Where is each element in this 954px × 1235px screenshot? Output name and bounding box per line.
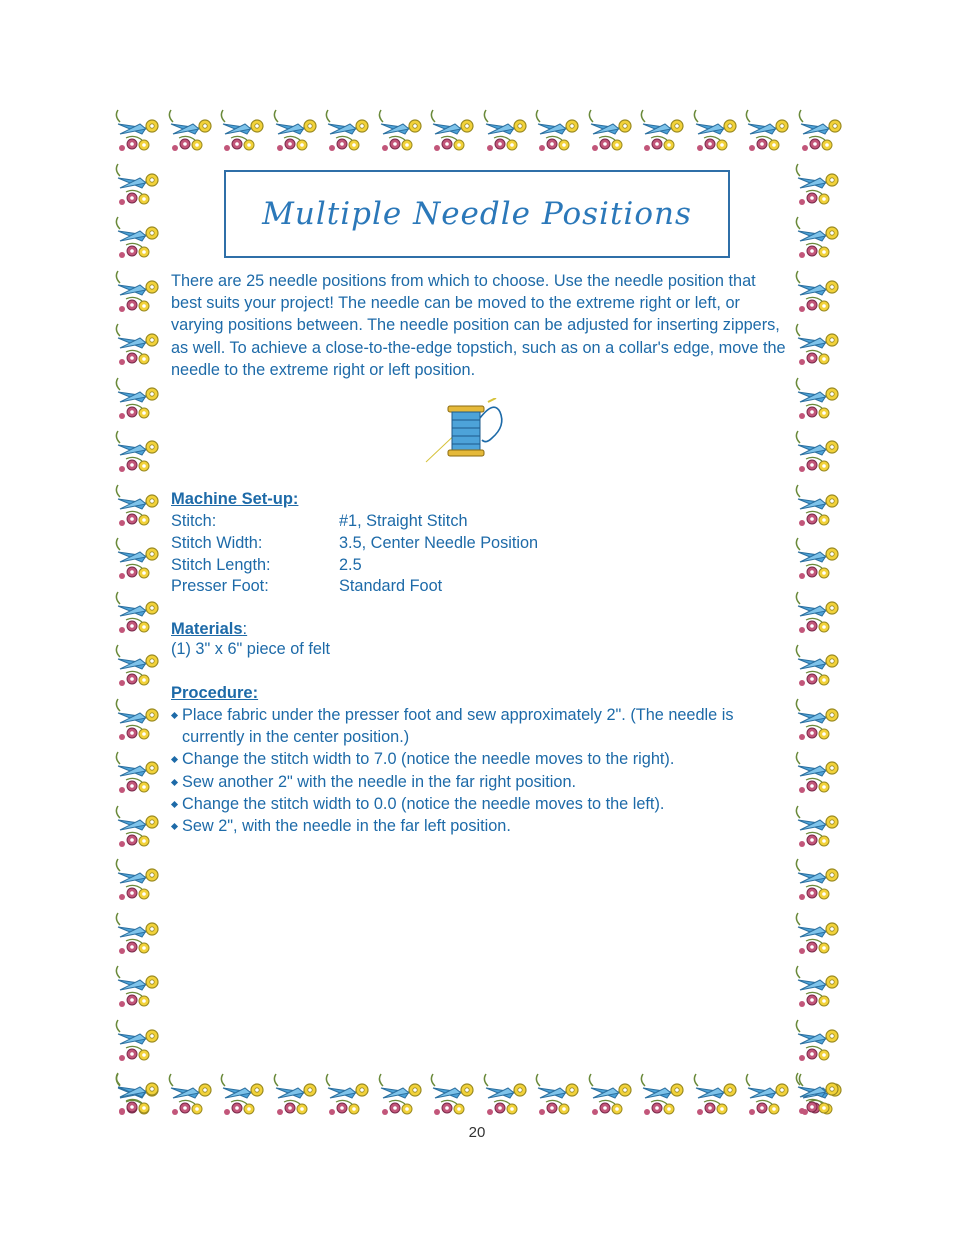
scissors-thread-icon <box>112 104 164 156</box>
scissors-thread-icon <box>532 104 584 156</box>
scissors-thread-icon <box>637 104 689 156</box>
scissors-thread-icon <box>792 265 844 317</box>
scissors-thread-icon <box>742 1068 794 1120</box>
scissors-thread-icon <box>792 746 844 798</box>
scissors-thread-icon <box>792 425 844 477</box>
scissors-thread-icon <box>112 800 164 852</box>
materials-heading-text: Materials <box>171 620 243 638</box>
setup-label: Presser Foot: <box>171 577 269 595</box>
procedure-step: Sew another 2" with the needle in the far right position. <box>171 771 781 793</box>
scissors-thread-icon <box>792 586 844 638</box>
scissors-thread-icon <box>375 104 427 156</box>
materials-text: (1) 3" x 6" piece of felt <box>171 640 331 658</box>
page-number: 20 <box>468 1124 486 1141</box>
scissors-thread-icon <box>532 1068 584 1120</box>
scissors-thread-icon <box>795 104 847 156</box>
scissors-thread-icon <box>165 104 217 156</box>
scissors-thread-icon <box>112 211 164 263</box>
scissors-thread-icon <box>112 746 164 798</box>
scissors-thread-icon <box>112 372 164 424</box>
setup-value: 3.5, Center Needle Position <box>339 534 539 552</box>
procedure-step: Place fabric under the presser foot and sew approximately 2". (The needle is currently in the center position.) <box>171 704 781 748</box>
setup-value: #1, Straight Stitch <box>339 512 468 530</box>
scissors-thread-icon <box>112 639 164 691</box>
scissors-thread-icon <box>112 479 164 531</box>
scissors-thread-icon <box>585 1068 637 1120</box>
scissors-thread-icon <box>112 425 164 477</box>
scissors-thread-icon <box>217 1068 269 1120</box>
scissors-thread-icon <box>792 853 844 905</box>
scissors-thread-icon <box>427 1068 479 1120</box>
scissors-thread-icon <box>792 479 844 531</box>
scissors-thread-icon <box>480 104 532 156</box>
procedure-step: Sew 2", with the needle in the far left position. <box>171 815 781 837</box>
scissors-thread-icon <box>112 960 164 1012</box>
scissors-thread-icon <box>322 104 374 156</box>
scissors-thread-icon <box>792 372 844 424</box>
scissors-thread-icon <box>112 1014 164 1066</box>
scissors-thread-icon <box>270 1068 322 1120</box>
scissors-thread-icon <box>792 693 844 745</box>
setup-label: Stitch Width: <box>171 534 263 552</box>
machine-setup-heading: Machine Set-up: <box>171 490 299 508</box>
scissors-thread-icon <box>217 104 269 156</box>
scissors-thread-icon <box>112 853 164 905</box>
title-box <box>224 170 730 258</box>
procedure-heading: Procedure: <box>171 684 259 702</box>
scissors-thread-icon <box>112 265 164 317</box>
thread-spool-icon <box>422 398 522 464</box>
materials-heading <box>171 620 247 639</box>
scissors-thread-icon <box>427 104 479 156</box>
scissors-thread-icon <box>112 318 164 370</box>
setup-label: Stitch: <box>171 512 217 530</box>
scissors-thread-icon <box>112 907 164 959</box>
scissors-thread-icon <box>112 1067 164 1119</box>
setup-label: Stitch Length: <box>171 556 271 574</box>
scissors-thread-icon <box>690 104 742 156</box>
scissors-thread-icon <box>792 1014 844 1066</box>
scissors-thread-icon <box>792 907 844 959</box>
procedure-step: Change the stitch width to 7.0 (notice the needle moves to the right). <box>171 748 781 770</box>
scissors-thread-icon <box>690 1068 742 1120</box>
procedure-list <box>171 704 781 837</box>
scissors-thread-icon <box>742 104 794 156</box>
scissors-thread-icon <box>792 318 844 370</box>
scissors-thread-icon <box>375 1068 427 1120</box>
scissors-thread-icon <box>322 1068 374 1120</box>
scissors-thread-icon <box>792 960 844 1012</box>
scissors-thread-icon <box>585 104 637 156</box>
scissors-thread-icon <box>792 800 844 852</box>
intro-paragraph: There are 25 needle positions from which to choose. Use the needle position that best suits your project! The needle can be moved to the extreme right or left, or varying positions between. The needle position can be adjusted for inserting zippers, as well. To achieve a close-to-the-edge topstich, such as on a collar's edge, move the needle to the extreme right or left position. <box>171 272 786 379</box>
scissors-thread-icon <box>480 1068 532 1120</box>
procedure-step: Change the stitch width to 0.0 (notice the needle moves to the left). <box>171 793 781 815</box>
scissors-thread-icon <box>792 639 844 691</box>
scissors-thread-icon <box>792 532 844 584</box>
scissors-thread-icon <box>112 532 164 584</box>
page-title: Multiple Needle Positions <box>262 196 692 232</box>
scissors-thread-icon <box>792 1067 844 1119</box>
scissors-thread-icon <box>637 1068 689 1120</box>
scissors-thread-icon <box>792 211 844 263</box>
materials-colon: : <box>242 620 248 638</box>
scissors-thread-icon <box>112 158 164 210</box>
scissors-thread-icon <box>112 586 164 638</box>
scissors-thread-icon <box>270 104 322 156</box>
setup-value: 2.5 <box>339 556 362 574</box>
scissors-thread-icon <box>112 693 164 745</box>
scissors-thread-icon <box>792 158 844 210</box>
scissors-thread-icon <box>165 1068 217 1120</box>
setup-value: Standard Foot <box>339 577 443 595</box>
